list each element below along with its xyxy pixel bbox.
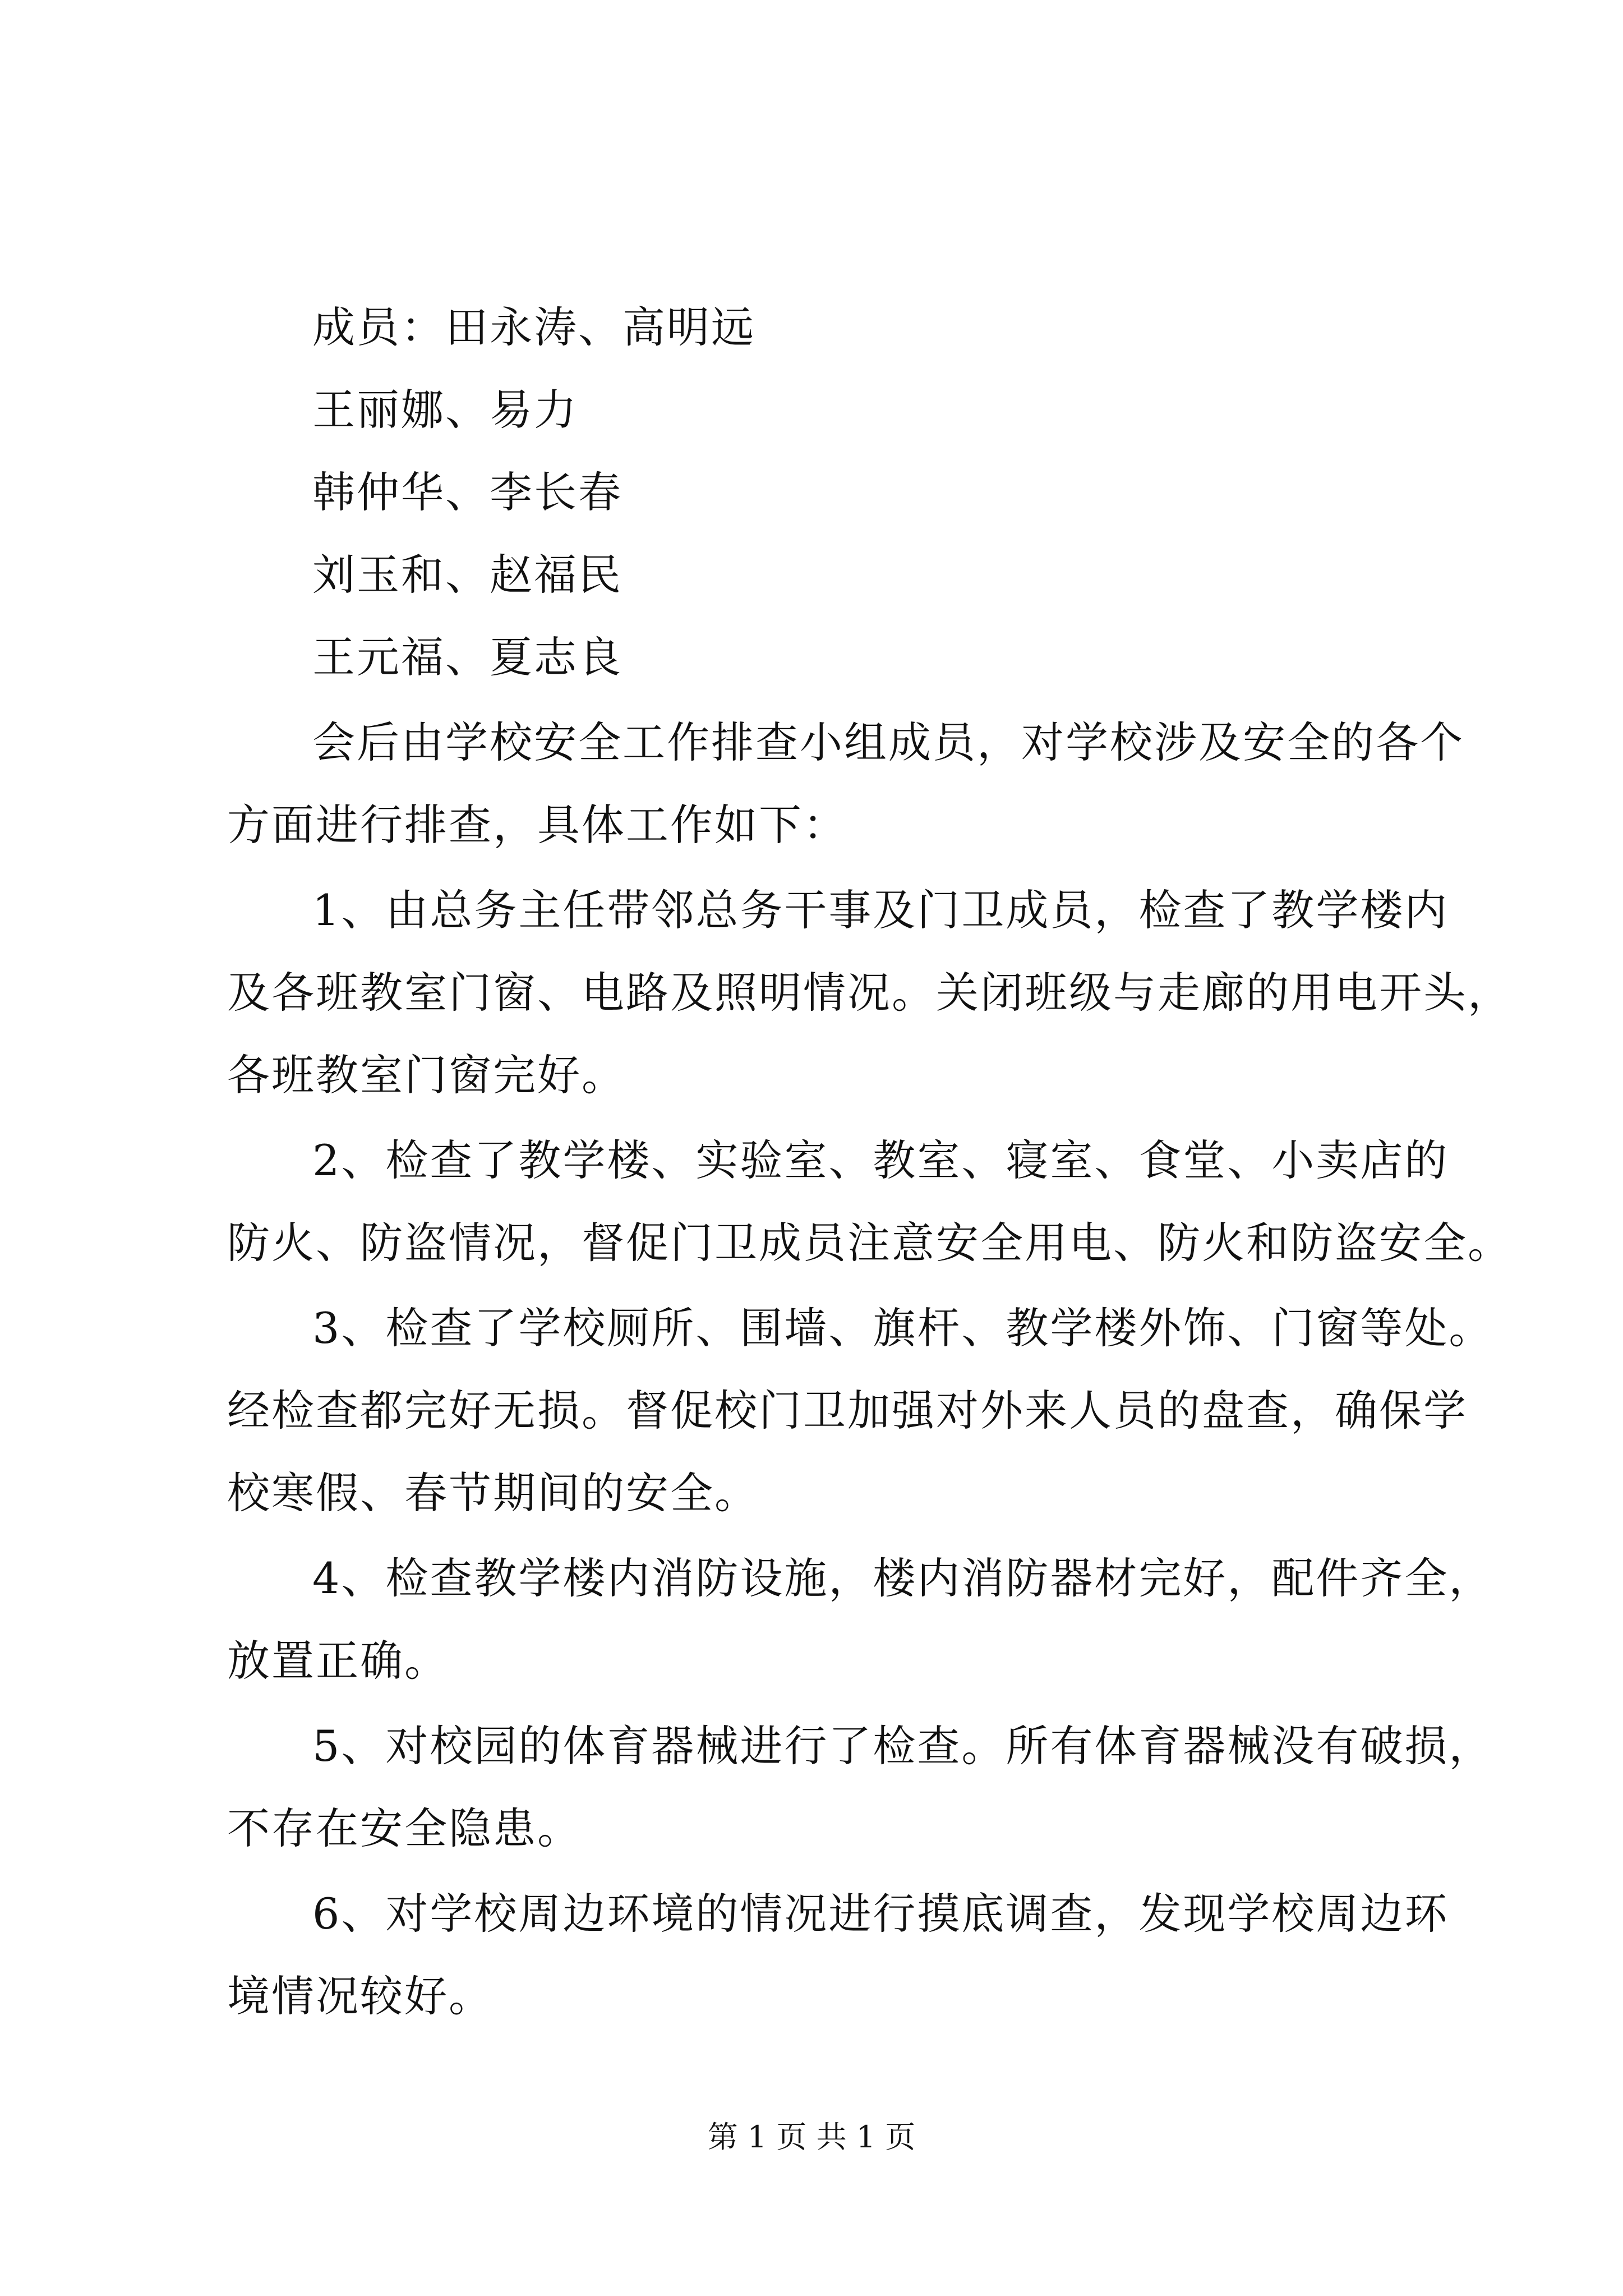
members-line-5: 王元福、夏志良 [312, 632, 623, 682]
item-3-line-3: 校寒假、春节期间的安全。 [227, 1468, 759, 1518]
page-footer: 第 1 页 共 1 页 [707, 2119, 916, 2155]
item-6-line-1: 6、对学校周边环境的情况进行摸底调查，发现学校周边环 [312, 1889, 1449, 1939]
item-4-line-2: 放置正确。 [227, 1636, 449, 1686]
members-line-1: 成员：田永涛、高明远 [312, 302, 755, 352]
item-1-line-1: 1、由总务主任带邻总务干事及门卫成员，检查了教学楼内 [312, 885, 1449, 935]
members-line-4: 刘玉和、赵福民 [312, 550, 623, 600]
item-5-line-2: 不存在安全隐患。 [227, 1803, 582, 1853]
item-2-line-1: 2、检查了教学楼、实验室、教室、寝室、食堂、小卖店的 [312, 1135, 1449, 1185]
item-4-line-1: 4、检查教学楼内消防设施，楼内消防器材完好，配件齐全， [312, 1553, 1493, 1603]
intro-line-1: 会后由学校安全工作排查小组成员，对学校涉及安全的各个 [312, 717, 1464, 767]
document-body [227, 286, 1512, 2037]
item-3-line-1: 3、检查了学校厕所、围墙、旗杆、教学楼外饰、门窗等处。 [312, 1303, 1493, 1353]
item-1-line-3: 各班教室门窗完好。 [227, 1050, 626, 1100]
members-line-2: 王丽娜、易力 [312, 385, 578, 435]
item-1-line-2: 及各班教室门窗、电路及照明情况。关闭班级与走廊的用电开头， [227, 968, 1512, 1018]
item-5-line-1: 5、对校园的体育器械进行了检查。所有体育器械没有破损， [312, 1721, 1493, 1771]
item-3-line-2: 经检查都完好无损。督促校门卫加强对外来人员的盘查，确保学 [227, 1386, 1468, 1435]
intro-line-2: 方面进行排查，具体工作如下： [227, 800, 847, 850]
item-2-line-2: 防火、防盗情况，督促门卫成员注意安全用电、防火和防盗安全。 [227, 1218, 1512, 1268]
item-6-line-2: 境情况较好。 [227, 1971, 493, 2021]
members-line-3: 韩仲华、李长春 [312, 467, 623, 517]
